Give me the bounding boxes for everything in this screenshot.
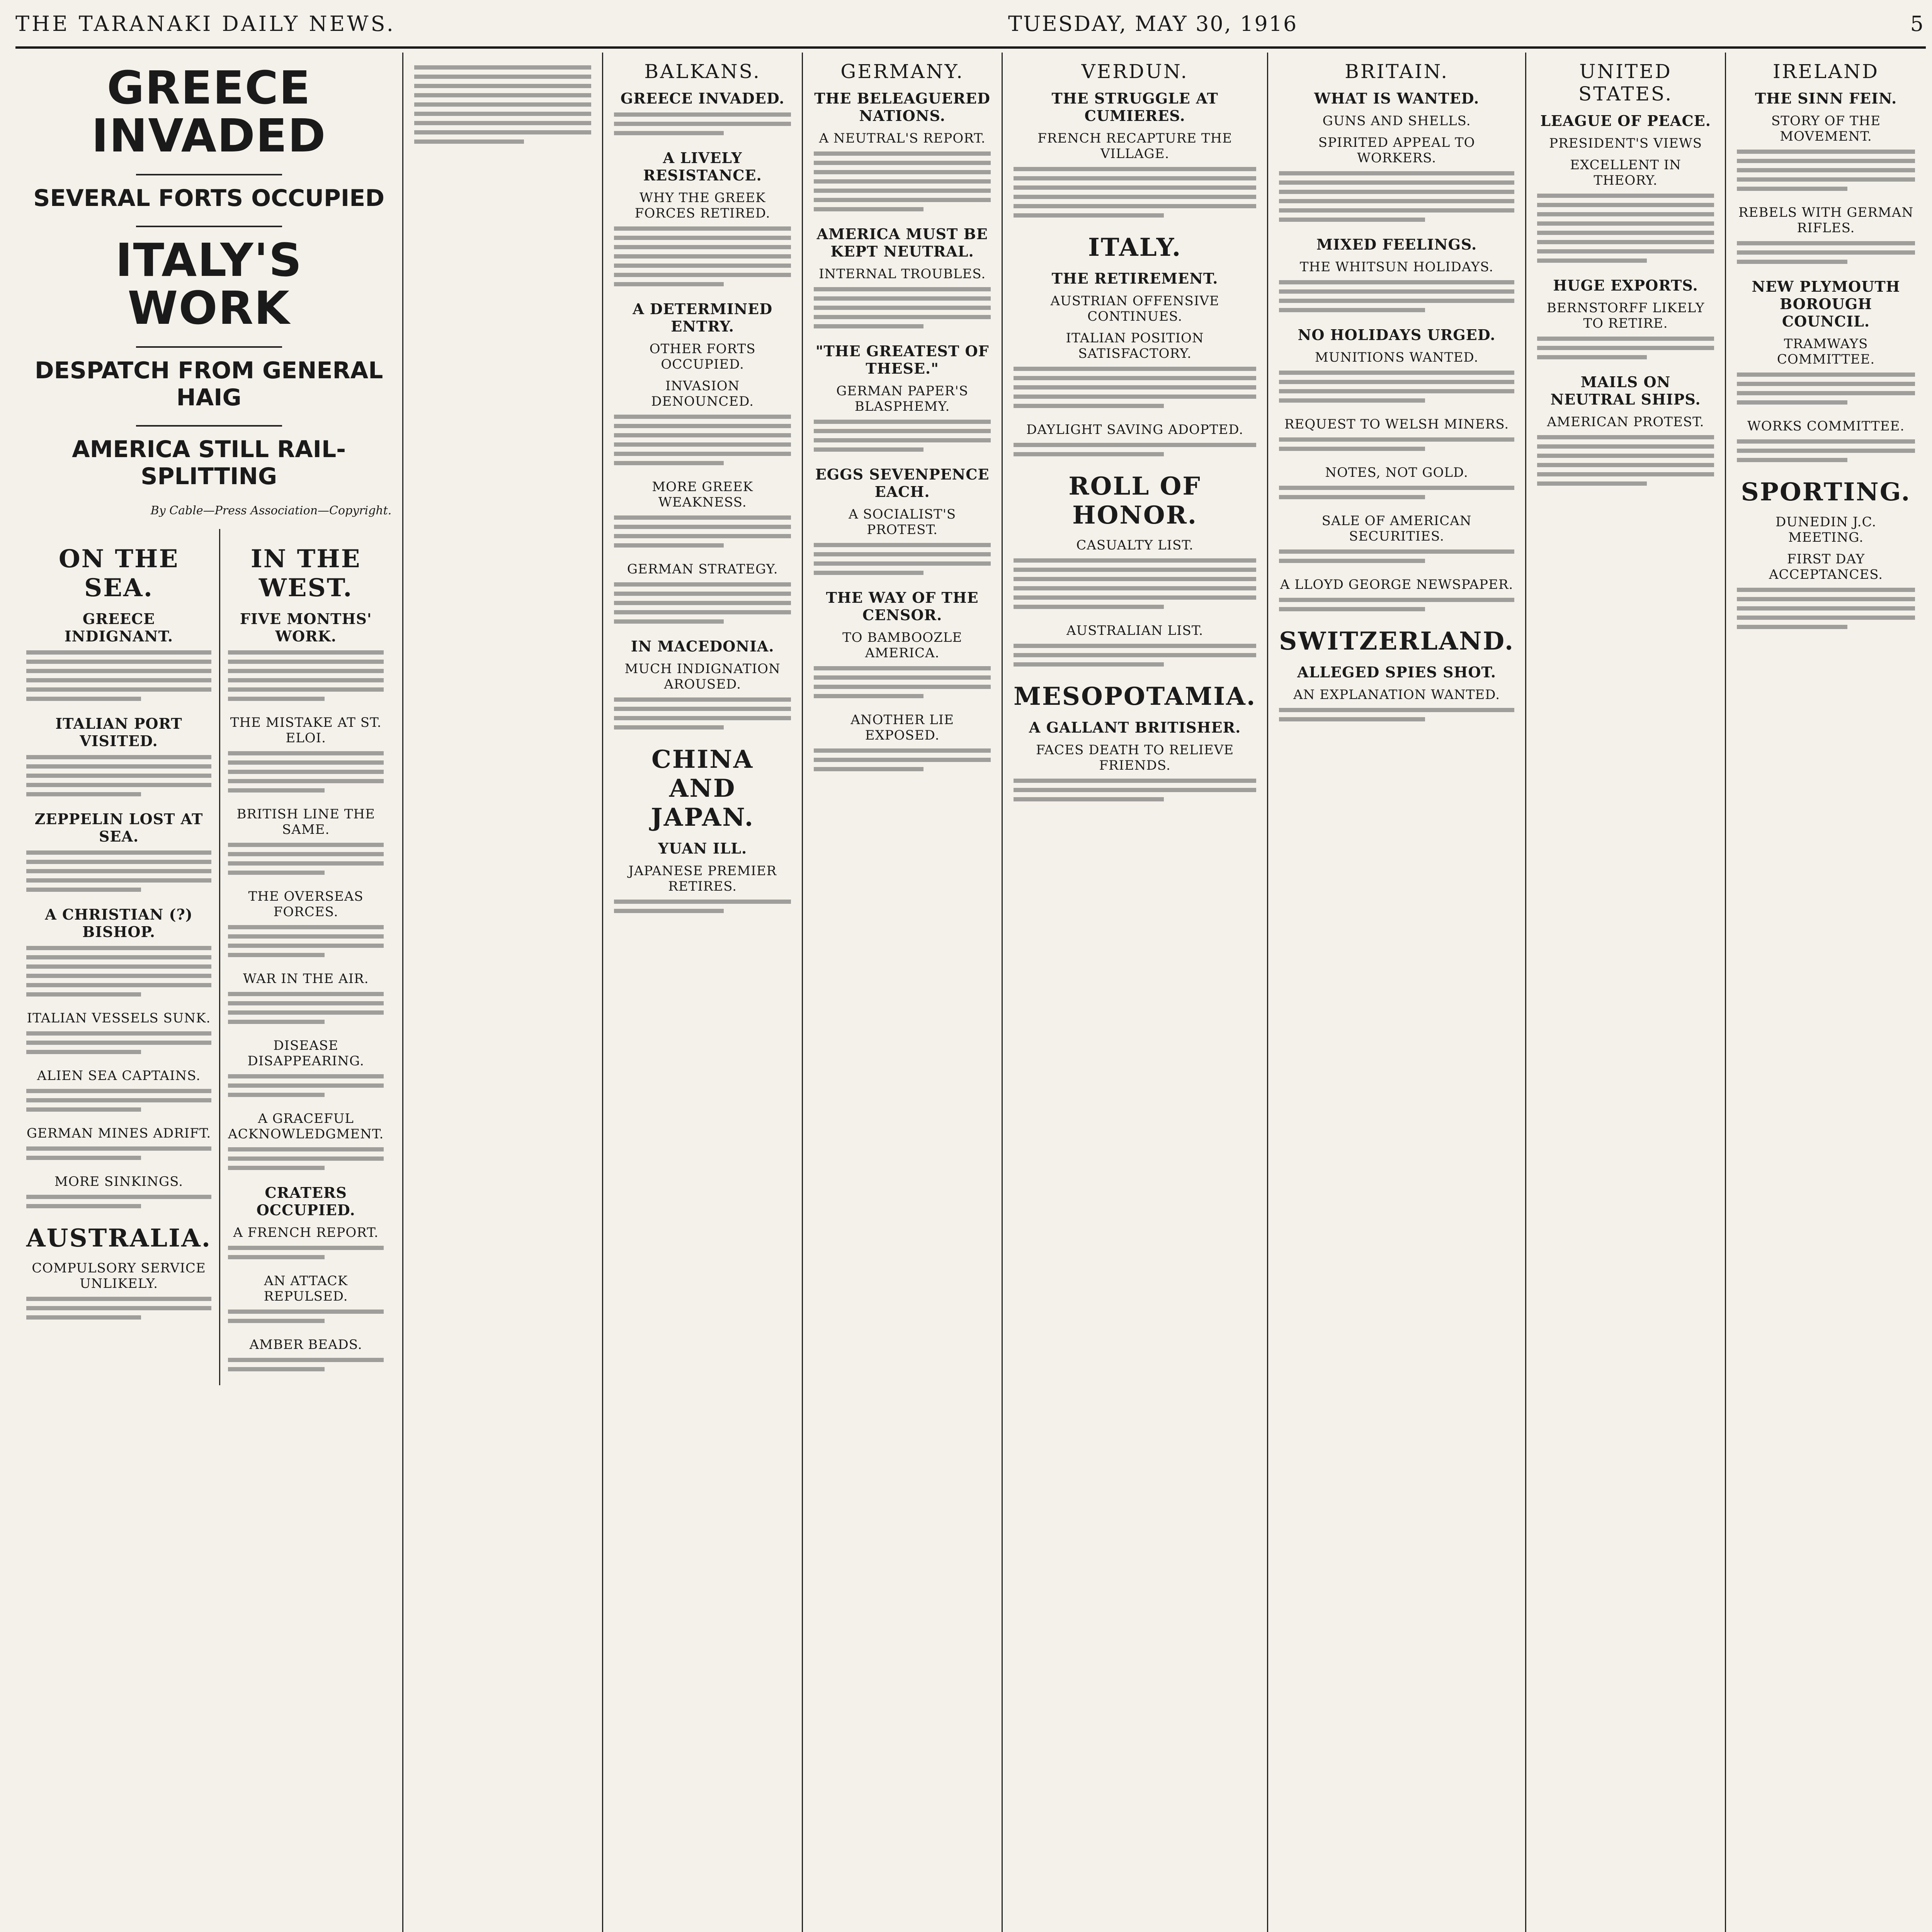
subhead: AUSTRIAN OFFENSIVE CONTINUES. (1050, 293, 1219, 324)
subhead: WAR IN THE AIR. (243, 971, 369, 986)
subhead: SALE OF AMERICAN SECURITIES. (1321, 513, 1472, 544)
subhead: DAYLIGHT SAVING ADOPTED. (1026, 422, 1244, 437)
subhead: INTERNAL TROUBLES. (819, 266, 986, 282)
column-1 (15, 53, 403, 1932)
headline-several-forts: SEVERAL FORTS OCCUPIED (33, 184, 385, 212)
column-title-verdun: VERDUN. (1081, 60, 1189, 83)
subhead: NEW PLYMOUTH BOROUGH COUNCIL. (1752, 278, 1900, 330)
subhead: THE SINN FEIN. (1755, 90, 1897, 107)
subhead: MUNITIONS WANTED. (1315, 350, 1479, 365)
subhead: NOTES, NOT GOLD. (1325, 465, 1468, 480)
subhead: A SOCIALIST'S PROTEST. (849, 507, 956, 537)
subhead: PRESIDENT'S VIEWS (1549, 136, 1702, 151)
columns (15, 53, 1926, 1932)
masthead-title: THE TARANAKI DAILY NEWS. (15, 12, 396, 36)
subhead: WHAT IS WANTED. (1314, 90, 1480, 107)
subhead: THE RETIREMENT. (1051, 270, 1218, 287)
column-8 (1726, 53, 1926, 1932)
headline-greece-invaded: GREECE INVADED (91, 61, 327, 162)
subhead: FIVE MONTHS' WORK. (240, 610, 372, 645)
column-7 (1526, 53, 1726, 1932)
subhead: FRENCH RECAPTURE THE VILLAGE. (1037, 131, 1233, 162)
subhead: THE WHITSUN HOLIDAYS. (1299, 259, 1494, 275)
subhead: MORE GREEK WEAKNESS. (652, 479, 753, 510)
subhead: JAPANESE PREMIER RETIRES. (628, 863, 777, 894)
subhead: ITALIAN PORT VISITED. (55, 714, 182, 750)
section-italy: ITALY. (1088, 233, 1182, 262)
headline-despatch-haig: DESPATCH FROM GENERAL HAIG (34, 357, 383, 411)
subhead: THE STRUGGLE AT CUMIERES. (1051, 90, 1218, 124)
subhead: EXCELLENT IN THEORY. (1570, 157, 1681, 188)
subhead: BERNSTORFF LIKELY TO RETIRE. (1546, 300, 1705, 331)
subhead: A DETERMINED ENTRY. (633, 300, 773, 335)
subhead: THE WAY OF THE CENSOR. (826, 589, 979, 624)
subhead: FIRST DAY ACCEPTANCES. (1769, 551, 1883, 582)
subhead: THE MISTAKE AT ST. ELOI. (230, 714, 382, 746)
column-title-balkans: BALKANS. (644, 60, 761, 83)
byline: By Cable—Press Association—Copyright. (150, 503, 392, 517)
subhead: DISEASE DISAPPEARING. (247, 1037, 364, 1069)
section-sporting: SPORTING. (1741, 478, 1911, 507)
column-2 (403, 53, 603, 1932)
subhead: BRITISH LINE THE SAME. (236, 806, 375, 837)
column-5 (1003, 53, 1268, 1932)
column-title-britain: BRITAIN. (1345, 60, 1449, 83)
subhead: AN ATTACK REPULSED. (264, 1273, 348, 1304)
subhead: MAILS ON NEUTRAL SHIPS. (1550, 373, 1701, 408)
subhead: GREECE INVADED. (620, 90, 785, 107)
subhead: GERMAN STRATEGY. (627, 561, 778, 577)
subhead: MIXED FEELINGS. (1316, 236, 1477, 253)
column-6 (1268, 53, 1526, 1932)
section-australia: AUSTRALIA. (26, 1223, 212, 1253)
subhead: REQUEST TO WELSH MINERS. (1284, 417, 1509, 432)
subhead: GUNS AND SHELLS. (1322, 113, 1471, 129)
subhead: REBELS WITH GERMAN RIFLES. (1738, 205, 1914, 236)
subhead: WORKS COMMITTEE. (1747, 418, 1905, 434)
subhead: AMERICAN PROTEST. (1547, 414, 1704, 430)
column-title-united-states: UNITED STATES. (1578, 60, 1673, 105)
subhead: COMPULSORY SERVICE UNLIKELY. (32, 1260, 206, 1291)
subhead: OTHER FORTS OCCUPIED. (649, 341, 756, 372)
subhead: A GALLANT BRITISHER. (1029, 719, 1241, 736)
subhead: AMBER BEADS. (249, 1337, 362, 1352)
subhead: LEAGUE OF PEACE. (1540, 112, 1711, 129)
subhead: TO BAMBOOZLE AMERICA. (842, 630, 963, 661)
subhead: CASUALTY LIST. (1076, 537, 1194, 553)
masthead (15, 12, 1926, 49)
subhead: SPIRITED APPEAL TO WORKERS. (1318, 135, 1475, 166)
page-number: 5 (1910, 12, 1926, 36)
subhead: "THE GREATEST OF THESE." (815, 342, 989, 377)
column-4 (803, 53, 1003, 1932)
headline-america: AMERICA STILL RAIL-SPLITTING (72, 435, 346, 490)
subhead: THE OVERSEAS FORCES. (248, 888, 364, 920)
subhead: DUNEDIN J.C. MEETING. (1775, 514, 1877, 545)
subhead: THE BELEAGUERED NATIONS. (814, 90, 990, 124)
section-china-japan: CHINA AND JAPAN. (651, 745, 755, 832)
subhead: INVASION DENOUNCED. (651, 378, 754, 409)
section-mesopotamia: MESOPOTAMIA. (1014, 682, 1257, 711)
subhead: GREECE INDIGNANT. (64, 610, 173, 645)
subhead: MORE SINKINGS. (54, 1173, 184, 1189)
headline-italys-work: ITALY'S WORK (115, 233, 303, 335)
subhead: HUGE EXPORTS. (1553, 277, 1698, 294)
section-switzerland: SWITZERLAND. (1279, 627, 1515, 656)
column-3 (603, 53, 803, 1932)
subhead: GERMAN MINES ADRIFT. (26, 1125, 211, 1141)
subhead: ZEPPELIN LOST AT SEA. (34, 810, 203, 845)
subhead: STORY OF THE MOVEMENT. (1771, 113, 1881, 144)
subhead: A GRACEFUL ACKNOWLEDGMENT. (228, 1111, 384, 1142)
subhead: AUSTRALIAN LIST. (1066, 623, 1204, 638)
section-in-the-west: IN THE WEST. (250, 544, 361, 602)
section-roll-of-honor: ROLL OF HONOR. (1068, 472, 1201, 530)
subhead: GERMAN PAPER'S BLASPHEMY. (836, 383, 969, 414)
column-title-germany: GERMANY. (840, 60, 964, 83)
subhead: IN MACEDONIA. (631, 638, 774, 655)
subhead: AN EXPLANATION WANTED. (1293, 687, 1500, 702)
subhead: WHY THE GREEK FORCES RETIRED. (634, 190, 770, 221)
subhead: EGGS SEVENPENCE EACH. (815, 466, 990, 500)
subhead: ITALIAN VESSELS SUNK. (27, 1010, 211, 1026)
subhead: MUCH INDIGNATION AROUSED. (624, 661, 781, 692)
subhead: ALLEGED SPIES SHOT. (1297, 663, 1497, 681)
subhead: YUAN ILL. (658, 840, 747, 857)
masthead-date: TUESDAY, MAY 30, 1916 (1008, 12, 1298, 36)
subhead: A FRENCH REPORT. (233, 1225, 379, 1240)
subhead: AMERICA MUST BE KEPT NEUTRAL. (816, 225, 988, 260)
subhead: ITALIAN POSITION SATISFACTORY. (1066, 330, 1204, 361)
subhead: FACES DEATH TO RELIEVE FRIENDS. (1036, 742, 1234, 773)
column-title-ireland: IRELAND (1773, 60, 1879, 83)
subhead: A LIVELY RESISTANCE. (643, 149, 762, 184)
section-on-the-sea: ON THE SEA. (58, 544, 179, 602)
subhead: A NEUTRAL'S REPORT. (819, 131, 986, 146)
subhead: TRAMWAYS COMMITTEE. (1777, 336, 1875, 367)
subhead: A CHRISTIAN (?) BISHOP. (45, 905, 193, 940)
subhead: ALIEN SEA CAPTAINS. (37, 1068, 201, 1083)
subhead: A LLOYD GEORGE NEWSPAPER. (1280, 577, 1514, 592)
subhead: ANOTHER LIE EXPOSED. (850, 712, 954, 743)
subhead: CRATERS OCCUPIED. (256, 1184, 355, 1219)
subhead: NO HOLIDAYS URGED. (1298, 326, 1496, 344)
